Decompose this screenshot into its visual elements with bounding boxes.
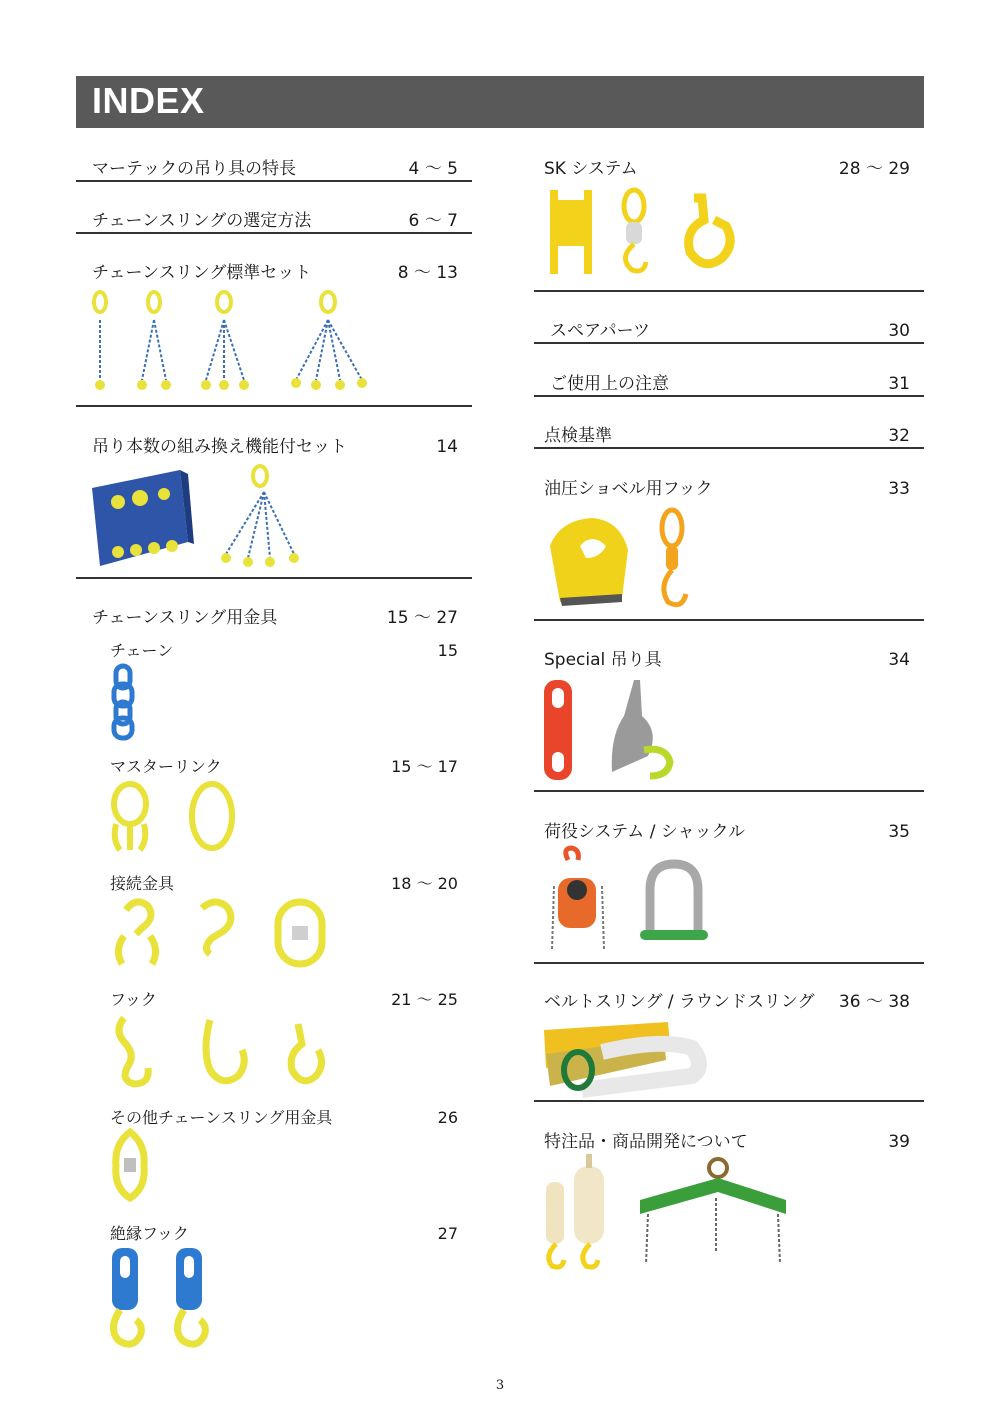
divider xyxy=(76,232,472,234)
hoist-shackle-image xyxy=(544,846,724,956)
toc-sub-chain[interactable] xyxy=(76,636,472,662)
toc-title: 絶縁フック xyxy=(110,1224,189,1243)
index-banner xyxy=(76,76,924,128)
toc-pages: 31 xyxy=(888,374,910,394)
toc-title: Special 吊り具 xyxy=(544,650,662,670)
toc-title: チェーンスリング用金具 xyxy=(92,608,278,628)
toc-entry-excavator-hook[interactable] xyxy=(528,474,924,500)
divider xyxy=(534,395,924,397)
toc-entry-convertible-set[interactable] xyxy=(76,432,472,458)
toc-entry-usage-notes[interactable] xyxy=(534,369,924,395)
page-title: INDEX xyxy=(92,80,205,121)
toc-pages: 15 ～ 17 xyxy=(391,757,458,776)
divider xyxy=(534,290,924,292)
toc-entry-belt-sling[interactable] xyxy=(528,987,924,1013)
special-lifting-image xyxy=(540,676,690,784)
toc-title: チェーンスリング標準セット xyxy=(92,263,312,283)
excavator-hook-image xyxy=(540,506,710,614)
page-number: 3 xyxy=(495,1378,505,1393)
convertible-set-image xyxy=(88,462,318,572)
toc-pages: 30 xyxy=(888,321,910,341)
toc-title: 特注品・商品開発について xyxy=(544,1132,748,1152)
divider xyxy=(534,962,924,964)
divider xyxy=(534,790,924,792)
toc-pages: 36 ～ 38 xyxy=(838,992,910,1012)
toc-pages: 33 xyxy=(888,479,910,499)
toc-entry-standard-set[interactable] xyxy=(76,258,472,284)
toc-title: その他チェーンスリング用金具 xyxy=(110,1108,333,1127)
master-link-image xyxy=(106,780,246,856)
toc-pages: 18 ～ 20 xyxy=(391,874,458,893)
toc-title: 点検基準 xyxy=(544,426,612,446)
toc-sub-master-link[interactable] xyxy=(76,752,472,778)
toc-title: ご使用上の注意 xyxy=(550,374,669,394)
toc-title: スペアパーツ xyxy=(550,321,650,341)
toc-sub-hooks[interactable] xyxy=(76,985,472,1011)
toc-entry-spare-parts[interactable] xyxy=(534,316,924,342)
divider xyxy=(534,1100,924,1102)
belt-sling-image xyxy=(542,1016,712,1094)
toc-title: チェーン xyxy=(110,641,174,660)
divider xyxy=(534,619,924,621)
divider xyxy=(76,577,472,579)
toc-entry-fittings[interactable] xyxy=(76,603,472,629)
insulated-hooks-image xyxy=(106,1246,216,1352)
toc-pages: 15 xyxy=(437,641,458,660)
divider xyxy=(534,342,924,344)
toc-sub-other-fittings[interactable] xyxy=(76,1103,472,1129)
toc-pages: 21 ～ 25 xyxy=(391,990,458,1009)
toc-pages: 15 ～ 27 xyxy=(386,608,458,628)
toc-title: 接続金具 xyxy=(110,874,175,893)
custom-products-image xyxy=(540,1152,790,1272)
toc-pages: 32 xyxy=(888,426,910,446)
divider xyxy=(76,180,472,182)
toc-entry-handling-system[interactable] xyxy=(528,817,924,843)
toc-pages: 35 xyxy=(888,822,910,842)
toc-entry-selection[interactable] xyxy=(76,206,472,232)
divider xyxy=(534,447,924,449)
toc-entry-special[interactable] xyxy=(528,645,924,671)
toc-pages: 34 xyxy=(888,650,910,670)
toc-title: ベルトスリング / ラウンドスリング xyxy=(544,992,815,1012)
toc-pages: 8 ～ 13 xyxy=(397,263,458,283)
toc-title: SK システム xyxy=(544,159,638,179)
toc-title: 吊り本数の組み換え機能付セット xyxy=(92,437,347,457)
toc-title: マスターリンク xyxy=(110,757,222,776)
chain-image xyxy=(106,664,146,740)
toc-pages: 14 xyxy=(436,437,458,457)
toc-pages: 39 xyxy=(888,1132,910,1152)
toc-title: チェーンスリングの選定方法 xyxy=(92,211,312,231)
toc-title: 油圧ショベル用フック xyxy=(544,479,713,499)
toc-pages: 26 xyxy=(437,1108,458,1127)
sk-system-image xyxy=(544,186,744,276)
chain-sling-sets-image xyxy=(86,290,386,395)
toc-pages: 4 ～ 5 xyxy=(408,159,458,179)
toc-entry-custom[interactable] xyxy=(528,1127,924,1153)
hooks-image xyxy=(106,1010,336,1090)
divider xyxy=(76,405,472,407)
toc-entry-inspection[interactable] xyxy=(528,421,924,447)
toc-pages: 6 ～ 7 xyxy=(408,211,458,231)
connectors-image xyxy=(106,894,336,972)
other-fitting-image xyxy=(106,1128,156,1204)
toc-entry-features[interactable] xyxy=(76,154,472,180)
toc-sub-insulated-hooks[interactable] xyxy=(76,1219,472,1245)
toc-title: マーテックの吊り具の特長 xyxy=(92,159,296,179)
toc-entry-sk-system[interactable] xyxy=(528,154,924,180)
toc-pages: 27 xyxy=(437,1224,458,1243)
toc-title: フック xyxy=(110,990,157,1009)
toc-title: 荷役システム / シャックル xyxy=(544,822,745,842)
toc-pages: 28 ～ 29 xyxy=(838,159,910,179)
toc-sub-connectors[interactable] xyxy=(76,869,472,895)
